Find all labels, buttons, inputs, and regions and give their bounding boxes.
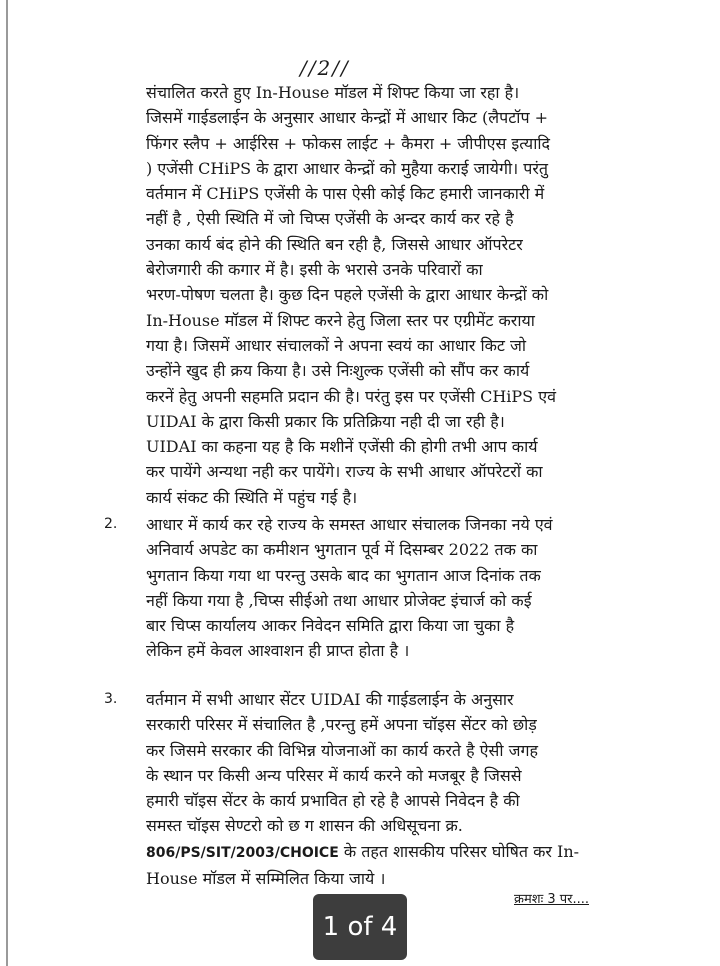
point-3-line: सरकारी परिसर में संचालित है ,परन्तु हमें अपना चॉइस सेंटर को छोड़ <box>146 715 537 735</box>
paragraph-1-line: कार्य संकट की स्थिति में पहुंच गई है। <box>146 487 358 507</box>
point-number-2: 2. <box>104 516 118 532</box>
paragraph-1-line: नहीं है , ऐसी स्थिति में जो चिप्स एजेंसी के अन्दर कार्य कर रहे है <box>146 209 514 229</box>
point-number-3: 3. <box>104 691 118 707</box>
paragraph-1-line: उनका कार्य बंद होने की स्थिति बन रही है, जिससे आधार ऑपरेटर <box>146 234 523 254</box>
point-2-line: बार चिप्स कार्यालय आकर निवेदन समिति द्वारा किया जा चुका है <box>146 616 515 636</box>
notification-reference: 806/PS/SIT/2003/CHOICE <box>146 844 339 861</box>
paragraph-1-line: ) एजेंसी CHiPS के द्वारा आधार केन्द्रों को मुहैया कराई जायेगी। परंतु <box>146 158 548 178</box>
point-2-text <box>146 512 608 664</box>
point-2-line: अनिवार्य अपडेट का कमीशन भुगतान पूर्व में दिसम्बर 2022 तक का <box>146 540 538 560</box>
page-indicator[interactable]: 1 of 4 <box>313 894 407 960</box>
point-3-line: वर्तमान में सभी आधार सेंटर UIDAI की गाईडलाईन के अनुसार <box>146 690 514 709</box>
paragraph-1-line: फिंगर स्लैप + आईरिस + फोकस लाईट + कैमरा + जीपीएस इत्यादि <box>146 133 550 153</box>
paragraph-1-line: बेरोजगारी की कगार में है। इसी के भरासे उनके परिवारों का <box>146 260 483 280</box>
page-edge <box>6 0 8 966</box>
point-3-line: समस्त चॉइस सेण्टरो को छ ग शासन की अधिसूचना क्र. <box>146 816 463 836</box>
paragraph-1-line: UIDAI का कहना यह है कि मशीनें एजेंसी की होगी तभी आप कार्य <box>146 437 538 457</box>
paragraph-1-line: उन्होंने खुद ही क्रय किया है। उसे निःशुल्क एजेंसी को सौंप कर कार्य <box>146 361 530 381</box>
paragraph-1-line: भरण-पोषण चलता है। कुछ दिन पहले एजेंसी के द्वारा आधार केन्द्रों को <box>146 285 549 305</box>
continued-note: क्रमशः 3 पर.... <box>514 892 589 907</box>
paragraph-1-line: कर पायेंगे अन्यथा नही कर पायेंगे। राज्य के सभी आधार ऑपरेटरों का <box>146 462 543 482</box>
point-2-line: नहीं किया गया है ,चिप्स सीईओ तथा आधार प्रोजेक्ट इंचार्ज को कई <box>146 590 532 610</box>
point-3-text <box>146 687 608 891</box>
point-3-line: के स्थान पर किसी अन्य परिसर में कार्य करने को मजबूर है जिससे <box>146 765 522 785</box>
paragraph-continuation <box>146 80 608 510</box>
paragraph-1-line: UIDAI के द्वारा किसी प्रकार कि प्रतिक्रिया नही दी जा रही है। <box>146 411 505 431</box>
point-2-line: भुगतान किया गया था परन्तु उसके बाद का भुगतान आज दिनांक तक <box>146 565 541 585</box>
paragraph-1-line: जिसमें गाईडलाईन के अनुसार आधार केन्द्रों में आधार किट (लैपटॉप + <box>146 108 549 128</box>
point-2-line: आधार में कार्य कर रहे राज्य के समस्त आधार संचालक जिनका नये एवं <box>146 515 553 534</box>
point-3-ref-line <box>146 839 608 866</box>
point-3-ref-text: के तहत शासकीय परिसर घोषित कर In- <box>338 841 580 861</box>
paragraph-1-line: In-House मॉडल में शिफ्ट करने हेतु जिला स्तर पर एग्रीमेंट कराया <box>146 310 535 330</box>
paragraph-1-line: संचालित करते हुए In-House मॉडल में शिफ्ट किया जा रहा है। <box>146 83 520 102</box>
paragraph-1-line: गया है। जिसमें आधार संचालकों ने अपना स्वयं का आधार किट जो <box>146 335 527 355</box>
paragraph-1-line: वर्तमान में CHiPS एजेंसी के पास ऐसी कोई किट हमारी जानकारी में <box>146 184 545 204</box>
page-number: //2// <box>300 56 350 80</box>
point-2-line: लेकिन हमें केवल आश्वाशन ही प्राप्त होता है । <box>146 641 410 661</box>
point-3-last-line: House मॉडल में सम्मिलित किया जाये । <box>146 869 386 889</box>
point-3-line: हमारी चॉइस सेंटर के कार्य प्रभावित हो रहे है आपसे निवेदन है की <box>146 791 520 811</box>
paragraph-1-line: करनें हेतु अपनी सहमति प्रदान की है। परंतु इस पर एजेंसी CHiPS एवं <box>146 386 556 406</box>
point-3-line: कर जिसमे सरकार की विभिन्न योजनाओं का कार्य करते है ऐसी जगह <box>146 740 538 760</box>
